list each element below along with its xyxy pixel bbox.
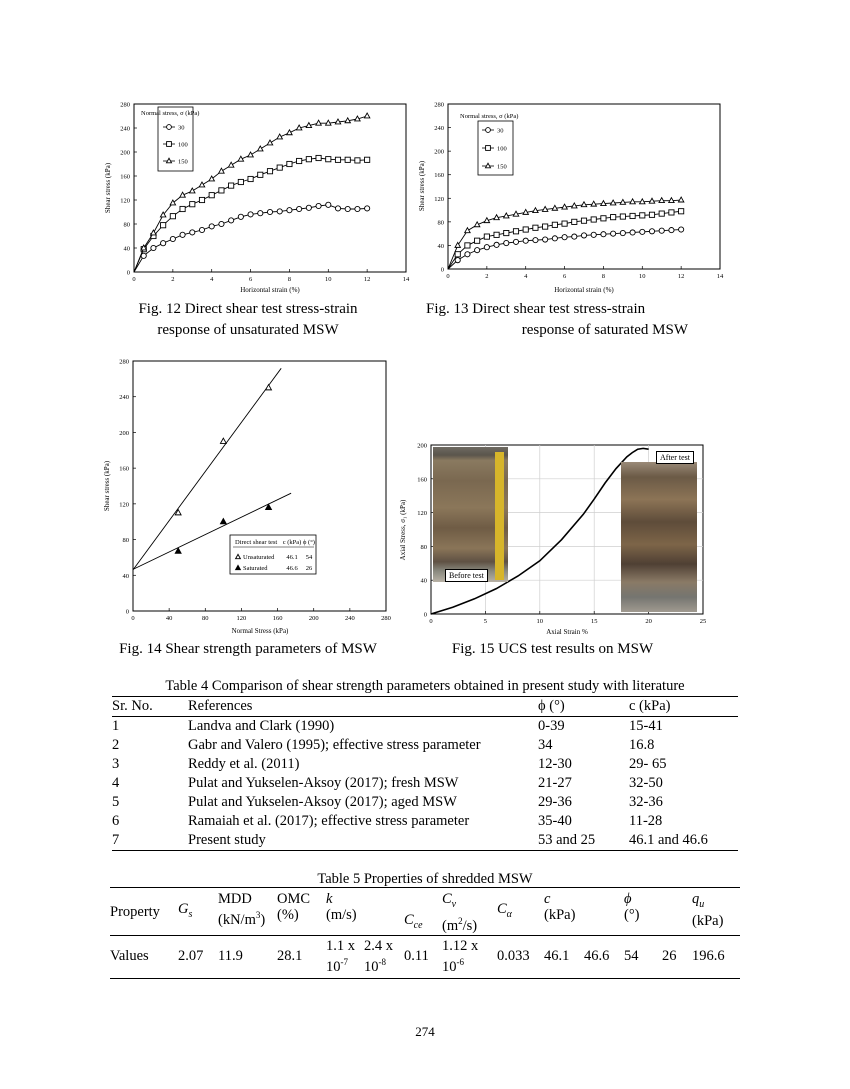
table4-cell-phi: 29-36 bbox=[538, 794, 572, 810]
fig14-ticks bbox=[119, 359, 391, 623]
data-point bbox=[513, 229, 518, 234]
data-point bbox=[258, 211, 263, 216]
table5-value-omc: 28.1 bbox=[277, 935, 326, 978]
table5-value-c2: 46.6 bbox=[584, 935, 624, 978]
y-tick-label: 280 bbox=[119, 358, 129, 366]
data-point bbox=[562, 221, 567, 226]
data-point bbox=[523, 227, 528, 232]
y-tick-label: 160 bbox=[434, 172, 444, 180]
y-tick-label: 80 bbox=[437, 219, 444, 227]
data-point bbox=[180, 206, 185, 211]
data-point bbox=[258, 172, 263, 177]
data-point bbox=[679, 209, 684, 214]
data-point bbox=[572, 234, 577, 239]
fig12-caption bbox=[128, 299, 368, 341]
y-tick-label: 0 bbox=[126, 269, 130, 277]
data-point bbox=[151, 245, 156, 250]
table5-header-gs: $G_s$ bbox=[178, 888, 218, 936]
data-point-unsaturated bbox=[266, 385, 272, 390]
data-point bbox=[465, 243, 470, 248]
before-test-photo bbox=[433, 447, 508, 582]
legend-marker bbox=[486, 146, 491, 151]
data-point bbox=[659, 198, 664, 203]
x-tick-label: 6 bbox=[562, 273, 567, 280]
data-point bbox=[620, 230, 625, 235]
fig14-legend-header-test: Direct shear test bbox=[235, 539, 278, 546]
y-tick-label: 120 bbox=[120, 197, 130, 205]
x-tick-label: 240 bbox=[344, 615, 355, 622]
data-point bbox=[591, 217, 596, 222]
data-point bbox=[523, 238, 528, 243]
x-tick-label: 12 bbox=[677, 273, 685, 280]
table4-cell-c: 32-36 bbox=[629, 794, 663, 810]
data-point bbox=[355, 206, 360, 211]
fig12-caption-line1: Fig. 12 Direct shear test stress-strain bbox=[138, 301, 358, 317]
x-tick-label: 0 bbox=[429, 618, 433, 625]
y-tick-label: 240 bbox=[119, 394, 129, 402]
x-tick-label: 25 bbox=[699, 618, 707, 625]
data-point bbox=[484, 234, 489, 239]
x-tick-label: 10 bbox=[639, 273, 646, 280]
data-point bbox=[316, 155, 321, 160]
fig14-legend-header-c: c (kPa) bbox=[282, 539, 302, 546]
data-point bbox=[543, 237, 548, 242]
fig12-ylabel: Shear stress (kPa) bbox=[104, 162, 112, 214]
data-point bbox=[219, 221, 224, 226]
data-point bbox=[170, 200, 175, 205]
data-point bbox=[601, 216, 606, 221]
legend-phi-value: 54 bbox=[305, 554, 313, 561]
data-point bbox=[364, 113, 369, 118]
data-point bbox=[267, 209, 272, 214]
data-point bbox=[267, 140, 272, 145]
table4-row bbox=[112, 793, 738, 812]
table5-header-cce: $C_{ce}$ bbox=[404, 888, 442, 936]
before-test-label: Before test bbox=[445, 569, 488, 582]
table4-cell-phi: 53 and 25 bbox=[538, 831, 629, 851]
table5-value-k2: 2.4 x $10^{-8}$ bbox=[364, 935, 404, 978]
table5-value-cv: 1.12 x $10^{-6}$ bbox=[442, 935, 497, 978]
x-tick-label: 10 bbox=[536, 618, 544, 625]
table4-cell-reference: Pulat and Yukselen-Aksoy (2017); fresh MSW bbox=[188, 775, 459, 791]
y-tick-label: 200 bbox=[120, 149, 130, 157]
data-point bbox=[630, 230, 635, 235]
table5-header-cv: $C_v$ $(m^2/s)$ bbox=[442, 888, 497, 936]
table4-cell-c: 46.1 and 46.6 bbox=[629, 831, 738, 851]
table5-value-phi1: 54 bbox=[624, 935, 662, 978]
table5-header-k: k (m/s) bbox=[326, 888, 404, 936]
y-tick-label: 160 bbox=[119, 465, 129, 473]
y-tick-label: 80 bbox=[122, 537, 129, 545]
legend-label: 30 bbox=[178, 124, 185, 132]
y-tick-label: 120 bbox=[119, 501, 129, 509]
legend-label: Saturated bbox=[243, 565, 268, 572]
after-test-label: After test bbox=[656, 451, 694, 464]
data-point bbox=[365, 206, 370, 211]
fig15-caption: Fig. 15 UCS test results on MSW bbox=[451, 641, 654, 657]
data-point bbox=[326, 157, 331, 162]
table4-row bbox=[112, 717, 738, 737]
x-tick-label: 8 bbox=[287, 276, 292, 283]
fig12-legend bbox=[141, 107, 199, 171]
y-tick-label: 40 bbox=[420, 577, 427, 585]
x-tick-label: 12 bbox=[363, 276, 371, 283]
table5-value-mdd: 11.9 bbox=[218, 935, 277, 978]
y-tick-label: 200 bbox=[119, 429, 129, 437]
table4-cell-srno: 1 bbox=[112, 718, 120, 734]
legend-marker bbox=[167, 125, 172, 130]
data-point bbox=[229, 183, 234, 188]
data-point bbox=[335, 157, 340, 162]
legend-marker bbox=[486, 128, 491, 133]
y-tick-label: 120 bbox=[434, 195, 444, 203]
data-point bbox=[277, 209, 282, 214]
data-point bbox=[345, 157, 350, 162]
y-tick-label: 40 bbox=[123, 245, 130, 253]
table4-row bbox=[112, 755, 738, 774]
data-point bbox=[229, 218, 234, 223]
fig13-caption bbox=[418, 299, 688, 341]
table4-cell-reference: Ramaiah et al. (2017); effective stress parameter bbox=[188, 813, 470, 829]
table4-header-references: References bbox=[188, 697, 538, 717]
data-point bbox=[611, 215, 616, 220]
fig12-legend-title: Normal stress, σ (kPa) bbox=[141, 110, 200, 117]
after-test-photo bbox=[621, 462, 697, 612]
table5 bbox=[110, 887, 740, 979]
y-tick-label: 280 bbox=[434, 101, 444, 109]
y-tick-label: 160 bbox=[417, 476, 427, 484]
legend-label: 150 bbox=[497, 163, 507, 171]
data-point bbox=[199, 197, 204, 202]
y-tick-label: 0 bbox=[440, 266, 444, 274]
data-point bbox=[465, 252, 470, 257]
table4-cell-reference: Landva and Clark (1990) bbox=[188, 718, 335, 734]
table4-cell-reference: Gabr and Valero (1995); effective stress parameter bbox=[188, 737, 481, 753]
legend-label: 100 bbox=[497, 145, 507, 153]
data-point bbox=[151, 230, 156, 235]
legend-label: 150 bbox=[178, 158, 188, 166]
fig13-caption-line2: response of saturated MSW bbox=[521, 322, 688, 338]
data-point bbox=[504, 240, 509, 245]
y-tick-label: 240 bbox=[434, 125, 444, 133]
x-tick-label: 160 bbox=[272, 615, 283, 622]
table5-header-property: Property bbox=[110, 888, 178, 936]
x-tick-label: 0 bbox=[446, 273, 450, 280]
y-tick-label: 40 bbox=[437, 242, 444, 250]
data-point bbox=[161, 241, 166, 246]
data-point bbox=[277, 165, 282, 170]
data-point bbox=[199, 227, 204, 232]
table5-value-cce: 0.11 bbox=[404, 935, 442, 978]
data-point bbox=[649, 229, 654, 234]
data-point bbox=[345, 206, 350, 211]
table4-cell-phi: 35-40 bbox=[538, 813, 572, 829]
x-tick-label: 5 bbox=[483, 618, 488, 625]
data-point bbox=[258, 146, 263, 151]
table4-header-phi: ϕ (°) bbox=[538, 697, 629, 717]
fig14-legend-header-phi: ϕ (°) bbox=[303, 539, 315, 546]
data-point bbox=[306, 205, 311, 210]
table5-values-label: Values bbox=[110, 935, 178, 978]
y-tick-label: 280 bbox=[120, 101, 130, 109]
data-point-unsaturated bbox=[175, 510, 181, 515]
data-point bbox=[601, 232, 606, 237]
legend-c-value: 46.1 bbox=[286, 554, 298, 561]
table4-cell-reference: Pulat and Yukselen-Aksoy (2017); aged MSW bbox=[188, 794, 457, 810]
x-tick-label: 0 bbox=[131, 615, 135, 622]
fig13-caption-line1: Fig. 13 Direct shear test stress-strain bbox=[426, 301, 646, 317]
fig14-ylabel: Shear stress (kPa) bbox=[103, 460, 111, 512]
legend-marker bbox=[167, 142, 172, 147]
data-point bbox=[190, 230, 195, 235]
table4-row bbox=[112, 812, 738, 831]
y-tick-label: 120 bbox=[417, 510, 427, 518]
y-tick-label: 200 bbox=[434, 148, 444, 156]
table5-header-mdd: MDD $(kN/m^3)$ bbox=[218, 888, 277, 936]
data-point bbox=[465, 228, 470, 233]
data-point bbox=[640, 213, 645, 218]
x-tick-label: 80 bbox=[202, 615, 209, 622]
fig12-caption-line2: response of unsaturated MSW bbox=[157, 322, 339, 338]
data-point bbox=[455, 252, 460, 257]
data-point bbox=[190, 202, 195, 207]
data-point bbox=[533, 225, 538, 230]
data-point bbox=[248, 152, 253, 157]
data-point bbox=[335, 206, 340, 211]
data-point bbox=[287, 208, 292, 213]
table5-header-row bbox=[110, 888, 740, 936]
x-tick-label: 2 bbox=[171, 276, 175, 283]
table4-cell-phi: 0-39 bbox=[538, 718, 565, 734]
data-point bbox=[306, 157, 311, 162]
ruler-shape bbox=[495, 452, 504, 580]
page-number: 274 bbox=[415, 1024, 435, 1039]
x-tick-label: 2 bbox=[485, 273, 489, 280]
table4-cell-c: 29- 65 bbox=[629, 756, 667, 772]
data-point bbox=[620, 214, 625, 219]
data-point bbox=[475, 248, 480, 253]
data-point bbox=[669, 210, 674, 215]
table5-header-ca: $C_\alpha$ bbox=[497, 888, 544, 936]
data-point bbox=[494, 232, 499, 237]
data-point-saturated bbox=[220, 518, 226, 523]
fig13-xlabel: Horizontal strain (%) bbox=[554, 286, 614, 294]
x-tick-label: 0 bbox=[132, 276, 136, 283]
table4-row bbox=[112, 831, 738, 851]
x-tick-label: 14 bbox=[402, 276, 410, 283]
y-tick-label: 160 bbox=[120, 173, 130, 181]
data-point bbox=[504, 230, 509, 235]
legend-c-value: 46.6 bbox=[286, 565, 298, 572]
data-point bbox=[209, 193, 214, 198]
x-tick-label: 40 bbox=[165, 615, 173, 622]
table4-header-srno: Sr. No. bbox=[112, 697, 188, 717]
data-point bbox=[365, 157, 370, 162]
table5-header-c: c (kPa) bbox=[544, 888, 624, 936]
data-point bbox=[248, 212, 253, 217]
table4-cell-c: 16.8 bbox=[629, 737, 655, 753]
fig14-series bbox=[175, 385, 271, 554]
data-point bbox=[640, 229, 645, 234]
data-point bbox=[219, 168, 224, 173]
x-tick-label: 280 bbox=[381, 615, 391, 622]
table4-header-row bbox=[112, 697, 738, 717]
fig14-xlabel: Normal Stress (kPa) bbox=[231, 627, 289, 635]
data-point bbox=[287, 161, 292, 166]
data-point bbox=[611, 231, 616, 236]
data-point bbox=[228, 162, 233, 167]
table5-value-phi2: 26 bbox=[662, 935, 692, 978]
table4-cell-c: 15-41 bbox=[629, 718, 663, 734]
data-point bbox=[581, 233, 586, 238]
table4-cell-reference: Reddy et al. (2011) bbox=[188, 756, 300, 772]
data-point bbox=[591, 232, 596, 237]
data-point bbox=[238, 214, 243, 219]
data-point bbox=[267, 169, 272, 174]
fig13-chart bbox=[418, 98, 728, 298]
x-tick-label: 15 bbox=[590, 618, 598, 625]
table5-value-qu: 196.6 bbox=[692, 935, 740, 978]
table5-header-phi: ϕ (°) bbox=[624, 888, 692, 936]
x-tick-label: 20 bbox=[645, 618, 652, 625]
x-tick-label: 14 bbox=[716, 273, 724, 280]
y-tick-label: 80 bbox=[123, 221, 130, 229]
y-tick-label: 240 bbox=[120, 125, 130, 133]
table4-cell-srno: 7 bbox=[112, 831, 188, 851]
data-point bbox=[659, 228, 664, 233]
legend-label: Unsaturated bbox=[243, 554, 275, 561]
data-point bbox=[533, 238, 538, 243]
data-point bbox=[209, 224, 214, 229]
data-point bbox=[659, 211, 664, 216]
legend-label: 30 bbox=[497, 127, 504, 135]
data-point bbox=[543, 224, 548, 229]
data-point bbox=[552, 236, 557, 241]
data-point bbox=[572, 219, 577, 224]
fig13-legend bbox=[460, 113, 518, 175]
y-tick-label: 0 bbox=[423, 611, 427, 619]
legend-phi-value: 26 bbox=[305, 565, 313, 572]
legend-label: 100 bbox=[178, 141, 188, 149]
data-point bbox=[219, 188, 224, 193]
data-point bbox=[355, 158, 360, 163]
data-point bbox=[581, 218, 586, 223]
table4-cell-phi: 21-27 bbox=[538, 775, 572, 791]
data-point bbox=[649, 212, 654, 217]
data-point bbox=[494, 242, 499, 247]
data-point bbox=[326, 202, 331, 207]
x-tick-label: 6 bbox=[248, 276, 253, 283]
fig14-legend bbox=[230, 535, 316, 574]
data-point bbox=[679, 227, 684, 232]
data-point bbox=[297, 158, 302, 163]
table4-cell-srno: 2 bbox=[112, 737, 120, 753]
table5-header-omc: OMC (%) bbox=[277, 888, 326, 936]
table4-cell-reference: Present study bbox=[188, 831, 538, 851]
data-point bbox=[552, 222, 557, 227]
fig13-series bbox=[448, 197, 684, 269]
table5-value-gs: 2.07 bbox=[178, 935, 218, 978]
data-point bbox=[484, 245, 489, 250]
data-point bbox=[161, 223, 166, 228]
y-tick-label: 80 bbox=[420, 543, 427, 551]
y-tick-label: 200 bbox=[417, 442, 427, 450]
data-point bbox=[170, 214, 175, 219]
table4-cell-c: 32-50 bbox=[629, 775, 663, 791]
data-point bbox=[180, 232, 185, 237]
data-point bbox=[562, 235, 567, 240]
x-tick-label: 4 bbox=[210, 276, 214, 283]
fig15-xlabel: Axial Strain % bbox=[546, 628, 588, 636]
y-tick-label: 40 bbox=[122, 572, 129, 580]
x-tick-label: 10 bbox=[325, 276, 332, 283]
table4-title: Table 4 Comparison of shear strength parameters obtained in present study with literature bbox=[165, 678, 685, 694]
x-tick-label: 8 bbox=[601, 273, 606, 280]
data-point bbox=[199, 182, 204, 187]
data-point bbox=[316, 203, 321, 208]
table4-row bbox=[112, 774, 738, 793]
fig14-chart bbox=[98, 352, 398, 642]
table5-value-c1: 46.1 bbox=[544, 935, 584, 978]
fig12-chart bbox=[98, 98, 418, 298]
y-tick-label: 0 bbox=[125, 608, 129, 616]
fig15-ylabel: Axial Stress, σ₁ (kPa) bbox=[399, 499, 407, 561]
table4-cell-srno: 6 bbox=[112, 813, 120, 829]
table4 bbox=[112, 696, 738, 851]
fig13-legend-title: Normal stress, σ (kPa) bbox=[460, 113, 519, 120]
data-point bbox=[316, 120, 321, 125]
table4-cell-srno: 4 bbox=[112, 775, 120, 791]
table5-title: Table 5 Properties of shredded MSW bbox=[317, 871, 533, 887]
table5-value-k1: 1.1 x $10^{-7}$ bbox=[326, 935, 364, 978]
data-point bbox=[238, 179, 243, 184]
x-tick-label: 4 bbox=[524, 273, 528, 280]
table5-value-ca: 0.033 bbox=[497, 935, 544, 978]
data-point bbox=[248, 176, 253, 181]
table4-row bbox=[112, 736, 738, 755]
table4-cell-phi: 34 bbox=[538, 737, 553, 753]
fig12-xlabel: Horizontal strain (%) bbox=[240, 286, 300, 294]
table4-header-c: c (kPa) bbox=[629, 697, 738, 717]
data-point bbox=[678, 197, 683, 202]
data-point bbox=[170, 236, 175, 241]
table5-header-qu: $q_u$ (kPa) bbox=[692, 888, 740, 936]
table4-cell-phi: 12-30 bbox=[538, 756, 572, 772]
data-point bbox=[630, 199, 635, 204]
x-tick-label: 200 bbox=[308, 615, 319, 622]
data-point bbox=[669, 228, 674, 233]
table4-cell-c: 11-28 bbox=[629, 813, 663, 829]
fig14-caption: Fig. 14 Shear strength parameters of MSW bbox=[119, 641, 377, 657]
fig13-ylabel: Shear stress (kPa) bbox=[418, 160, 426, 212]
x-tick-label: 120 bbox=[236, 615, 247, 622]
data-point bbox=[297, 206, 302, 211]
data-point bbox=[455, 258, 460, 263]
data-point bbox=[513, 239, 518, 244]
data-point bbox=[209, 176, 214, 181]
data-point bbox=[475, 238, 480, 243]
data-point bbox=[190, 188, 195, 193]
table5-values-row bbox=[110, 935, 740, 978]
table4-cell-srno: 5 bbox=[112, 794, 120, 810]
data-point-unsaturated bbox=[220, 438, 226, 443]
data-point bbox=[630, 213, 635, 218]
table4-cell-srno: 3 bbox=[112, 756, 120, 772]
